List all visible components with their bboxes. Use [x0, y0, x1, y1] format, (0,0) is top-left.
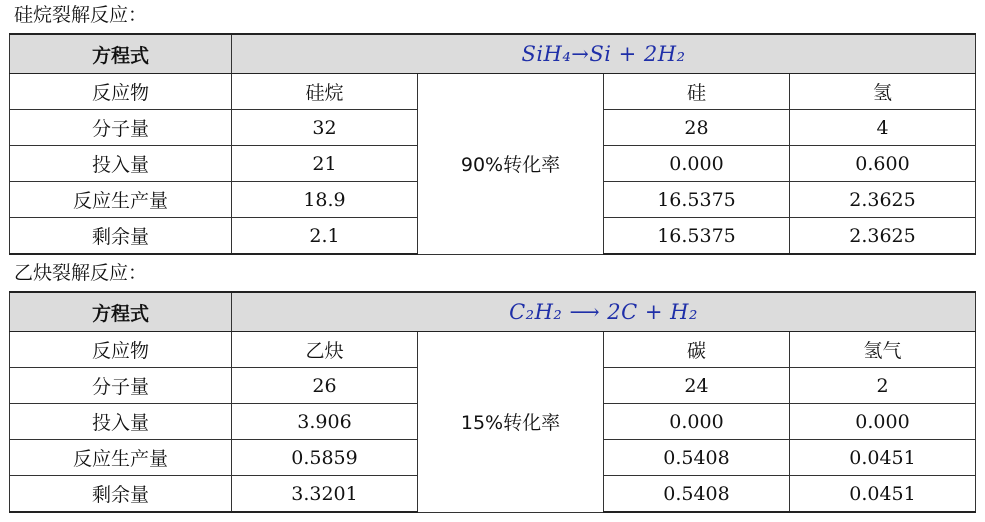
table-row	[10, 332, 976, 368]
reactant-cell: 21	[232, 146, 418, 182]
table-header-row	[10, 34, 976, 74]
row-label: 投入量	[10, 146, 232, 182]
reactant-cell: 乙炔	[232, 332, 418, 368]
reactant-cell: 3.906	[232, 404, 418, 440]
reactant-cell: 0.5859	[232, 440, 418, 476]
row-label: 反应物	[10, 74, 232, 110]
row-label: 剩余量	[10, 476, 232, 513]
product2-cell: 2	[790, 368, 976, 404]
product1-cell: 0.000	[604, 146, 790, 182]
section-title-acetylene: 乙炔裂解反应：	[14, 262, 148, 284]
product1-cell: 16.5375	[604, 182, 790, 218]
acetylene-reaction-table	[9, 291, 976, 513]
product2-cell: 2.3625	[790, 218, 976, 255]
product2-cell: 氢气	[790, 332, 976, 368]
reaction-equation: SiH₄→Si + 2H₂	[232, 34, 976, 74]
product2-cell: 2.3625	[790, 182, 976, 218]
reactant-cell: 2.1	[232, 218, 418, 255]
reactant-cell: 硅烷	[232, 74, 418, 110]
product1-cell: 硅	[604, 74, 790, 110]
product1-cell: 0.5408	[604, 476, 790, 513]
reactant-cell: 18.9	[232, 182, 418, 218]
reactant-cell: 3.3201	[232, 476, 418, 513]
product2-cell: 0.600	[790, 146, 976, 182]
row-label: 分子量	[10, 110, 232, 146]
reaction-equation: C₂H₂ ⟶ 2C + H₂	[232, 292, 976, 332]
equation-header-label: 方程式	[10, 34, 232, 74]
silane-reaction-table	[9, 33, 976, 255]
table-row	[10, 74, 976, 110]
table-header-row	[10, 292, 976, 332]
row-label: 剩余量	[10, 218, 232, 255]
product1-cell: 0.000	[604, 404, 790, 440]
equation-header-label: 方程式	[10, 292, 232, 332]
product2-cell: 氢	[790, 74, 976, 110]
reactant-cell: 26	[232, 368, 418, 404]
product2-cell: 0.0451	[790, 476, 976, 513]
row-label: 分子量	[10, 368, 232, 404]
product2-cell: 4	[790, 110, 976, 146]
product1-cell: 16.5375	[604, 218, 790, 255]
conversion-rate: 15%转化率	[418, 332, 604, 513]
product1-cell: 28	[604, 110, 790, 146]
row-label: 反应生产量	[10, 440, 232, 476]
product1-cell: 0.5408	[604, 440, 790, 476]
section-title-silane: 硅烷裂解反应：	[14, 4, 148, 26]
product1-cell: 碳	[604, 332, 790, 368]
product1-cell: 24	[604, 368, 790, 404]
row-label: 反应生产量	[10, 182, 232, 218]
product2-cell: 0.000	[790, 404, 976, 440]
row-label: 反应物	[10, 332, 232, 368]
reactant-cell: 32	[232, 110, 418, 146]
row-label: 投入量	[10, 404, 232, 440]
product2-cell: 0.0451	[790, 440, 976, 476]
conversion-rate: 90%转化率	[418, 74, 604, 255]
